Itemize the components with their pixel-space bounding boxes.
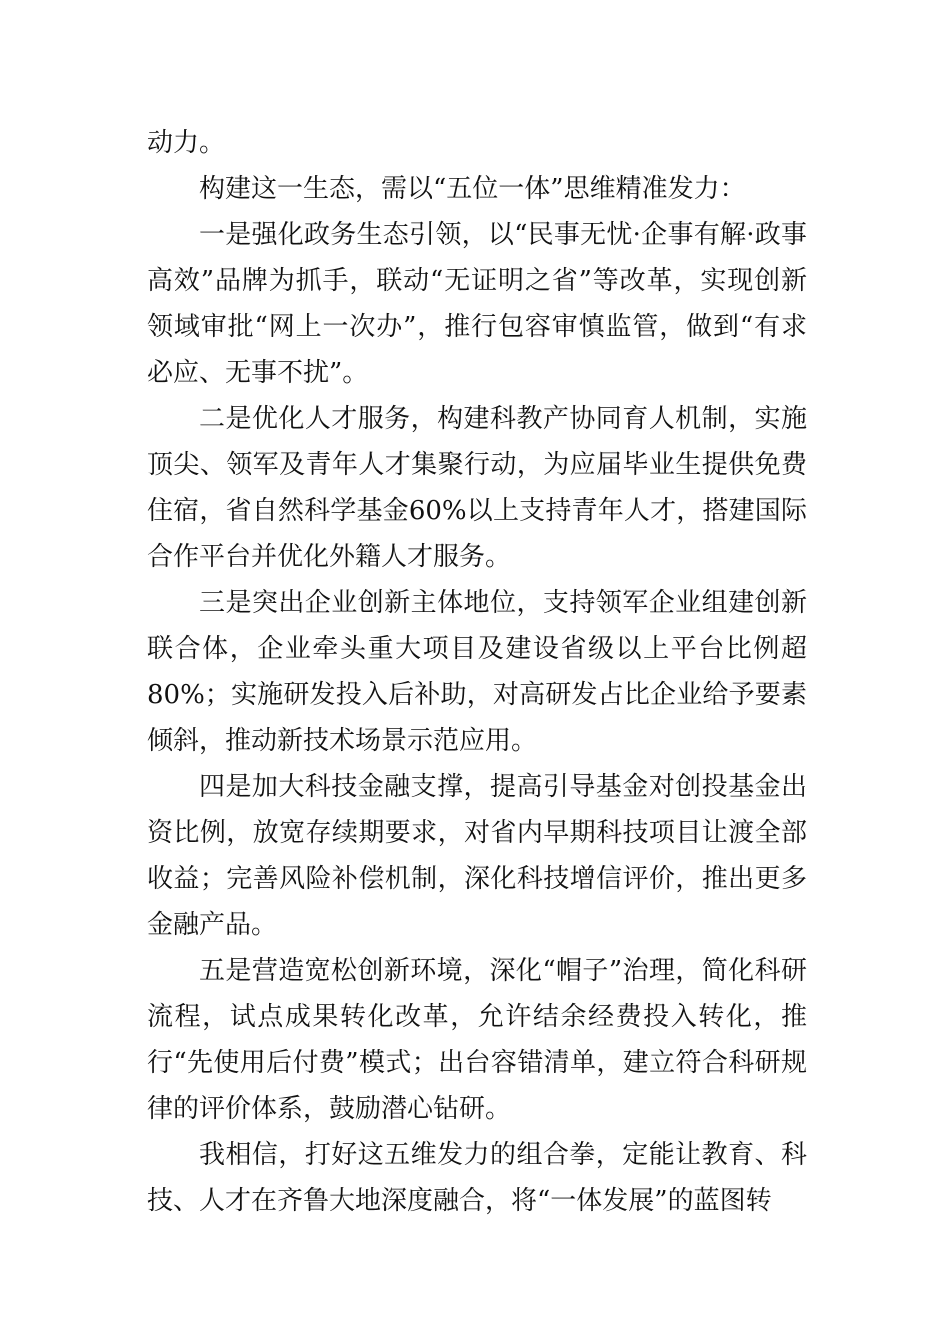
paragraph-intro: 构建这一生态，需以“五位一体”思维精准发力： [199,174,746,204]
paragraph-point-one: 一是强化政务生态引领，以“民事无忧·企事有解·政事高效”品牌为抓手，联动“无证明之省”等改革，实现创新领域审批“网上一次办”，推行包容审慎监管，做到“有求必应、无事不扰”。 [147,220,807,388]
document-body [147,120,807,1224]
paragraph-continuation: 动力。 [147,128,226,158]
paragraph-point-three: 三是突出企业创新主体地位，支持领军企业组建创新联合体，企业牵头重大项目及建设省级以上平台比例超80%；实施研发投入后补助，对高研发占比企业给予要素倾斜，推动新技术场景示范应用。 [147,588,807,756]
paragraph-point-five: 五是营造宽松创新环境，深化“帽子”治理，简化科研流程，试点成果转化改革，允许结余经费投入转化，推行“先使用后付费”模式；出台容错清单，建立符合科研规律的评价体系，鼓励潜心钻研。 [147,956,807,1124]
paragraph-conclusion: 我相信，打好这五维发力的组合拳，定能让教育、科技、人才在齐鲁大地深度融合，将“一体发展”的蓝图转 [147,1140,807,1216]
paragraph-point-four: 四是加大科技金融支撑，提高引导基金对创投基金出资比例，放宽存续期要求，对省内早期科技项目让渡全部收益；完善风险补偿机制，深化科技增信评价，推出更多金融产品。 [147,772,807,940]
paragraph-point-two: 二是优化人才服务，构建科教产协同育人机制，实施顶尖、领军及青年人才集聚行动，为应届毕业生提供免费住宿，省自然科学基金60%以上支持青年人才，搭建国际合作平台并优化外籍人才服务。 [147,404,807,572]
